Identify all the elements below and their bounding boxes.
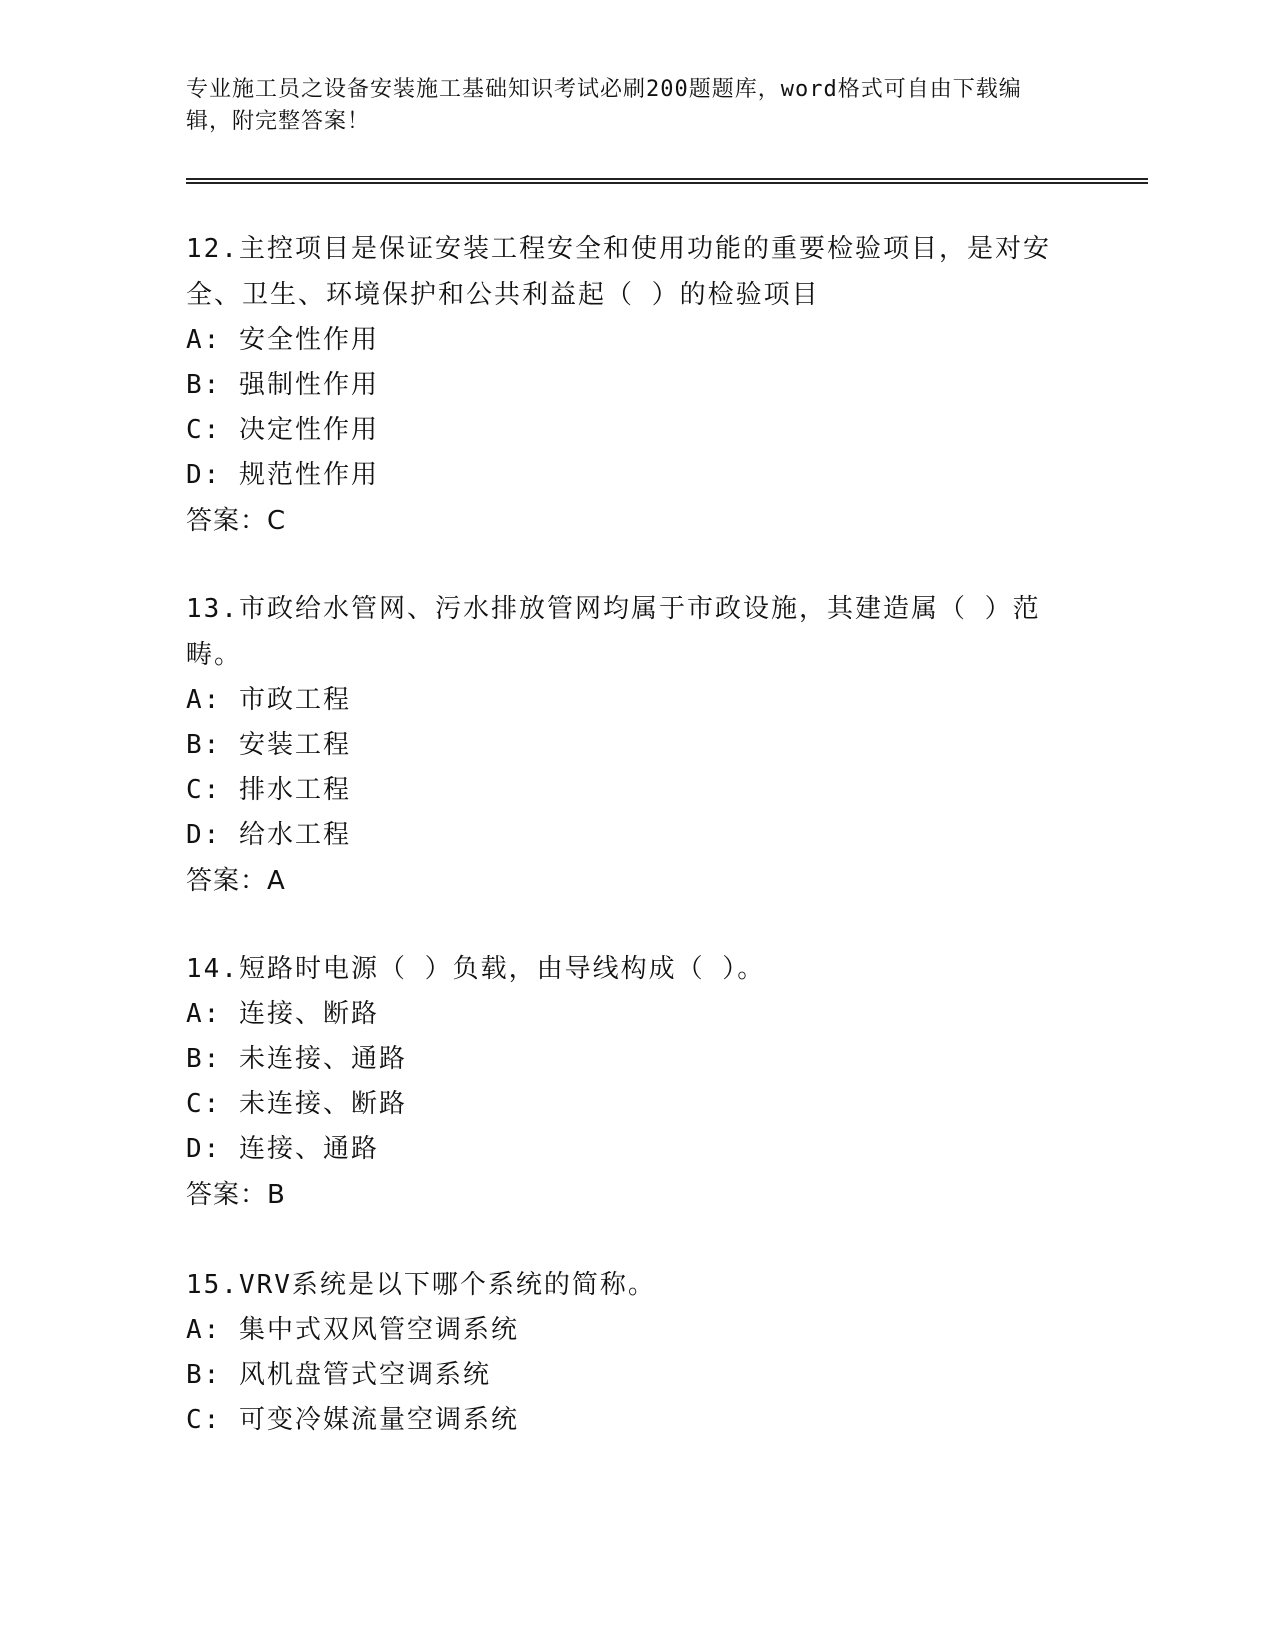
question-13 xyxy=(186,586,1066,904)
option-b: B: 未连接、通路 xyxy=(186,1044,407,1074)
question-14 xyxy=(186,946,1066,1218)
question-12 xyxy=(186,226,1066,544)
header-divider xyxy=(186,178,1148,184)
answer-line: 答案：C xyxy=(186,506,287,536)
option-c: C: 决定性作用 xyxy=(186,415,379,445)
option-c: C: 可变冷媒流量空调系统 xyxy=(186,1405,519,1435)
option-c: C: 排水工程 xyxy=(186,775,351,805)
option-d: D: 连接、通路 xyxy=(186,1134,379,1164)
option-d: D: 给水工程 xyxy=(186,820,351,850)
option-a: A: 集中式双风管空调系统 xyxy=(186,1315,519,1345)
question-stem: 13.市政给水管网、污水排放管网均属于市政设施，其建造属（ ）范畴。 xyxy=(186,594,1041,670)
option-a: A: 连接、断路 xyxy=(186,999,379,1029)
question-15 xyxy=(186,1262,1066,1443)
option-a: A: 市政工程 xyxy=(186,685,351,715)
question-stem: 15.VRV系统是以下哪个系统的简称。 xyxy=(186,1270,656,1300)
option-d: D: 规范性作用 xyxy=(186,460,379,490)
option-c: C: 未连接、断路 xyxy=(186,1089,407,1119)
answer-line: 答案：A xyxy=(186,866,286,896)
question-stem: 12.主控项目是保证安装工程安全和使用功能的重要检验项目，是对安全、卫生、环境保护和公共利益起（ ）的检验项目 xyxy=(186,234,1051,310)
option-b: B: 风机盘管式空调系统 xyxy=(186,1360,491,1390)
option-b: B: 强制性作用 xyxy=(186,370,379,400)
option-b: B: 安装工程 xyxy=(186,730,351,760)
question-stem: 14.短路时电源（ ）负载，由导线构成（ ）。 xyxy=(186,954,766,984)
answer-line: 答案：B xyxy=(186,1180,286,1210)
option-a: A: 安全性作用 xyxy=(186,325,379,355)
document-header: 专业施工员之设备安装施工基础知识考试必刷200题题库，word格式可自由下载编辑，附完整答案！ xyxy=(186,77,1022,134)
